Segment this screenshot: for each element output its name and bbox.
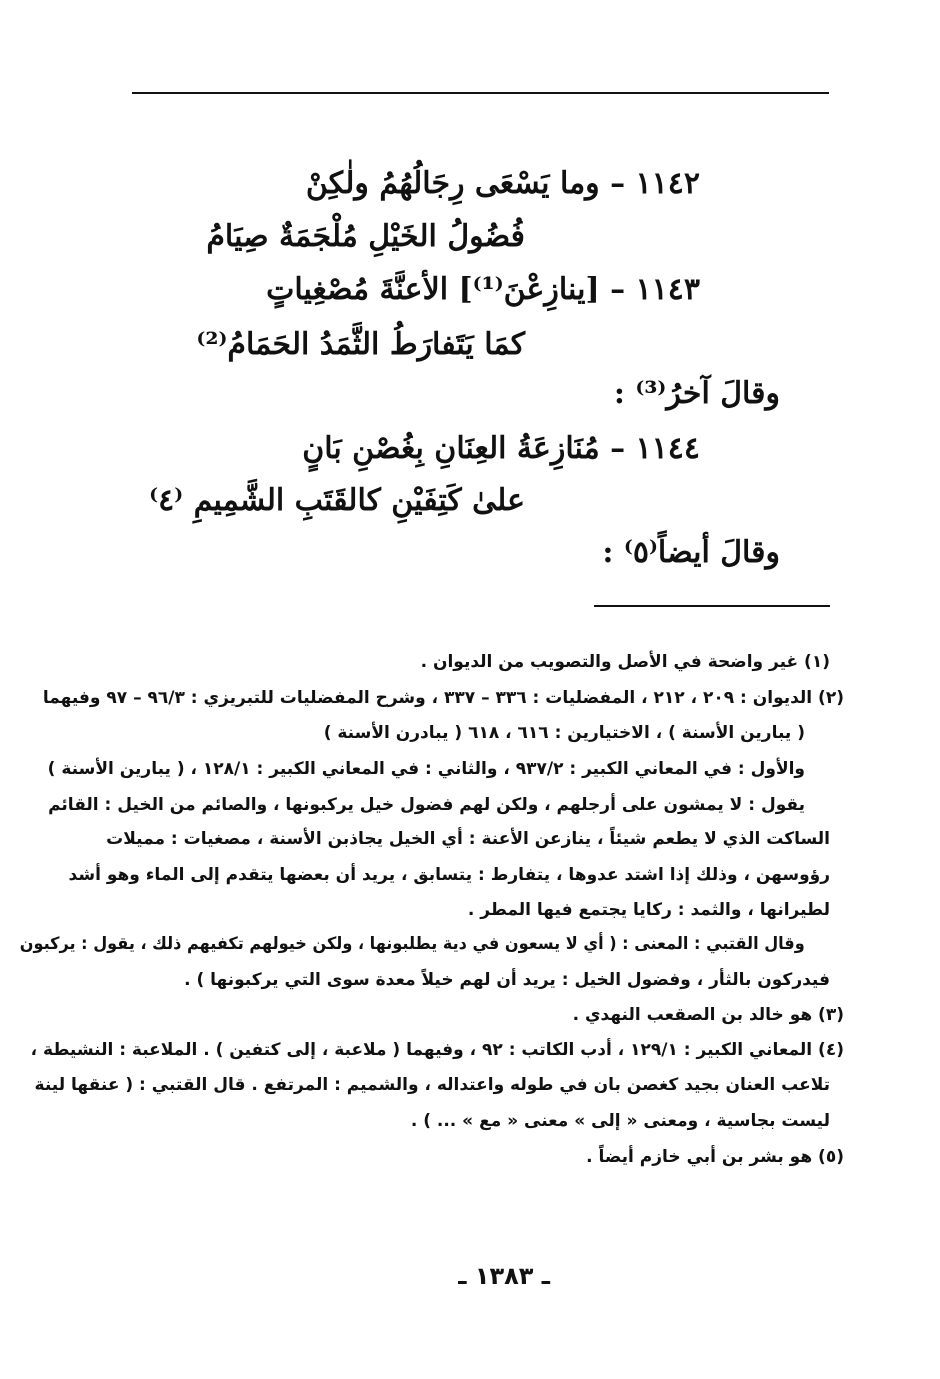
top-rule (132, 92, 829, 94)
verse-line-1: ١١٤٢ – وما يَسْعَى رِجَالُهُمُ ولٰكِنْ (305, 166, 700, 201)
footnote-2-cont-2: والأول : في المعاني الكبير : ٩٣٧/٢ ، والثاني : في المعاني الكبير : ١٢٨/١ ، ( يبارين الأسنة ) (47, 759, 805, 779)
verse-heading-also: وقالَ أيضاً⁽٥⁾ : (602, 535, 780, 570)
footnote-4-cont-2: ليست بجاسية ، ومعنى « إلى » معنى « مع » ... ) . (410, 1111, 830, 1131)
verse-line-6: علىٰ كَتِفَيْنِ كالقَتَبِ الشَّمِيمِ ⁽٤⁾ (149, 483, 525, 518)
verse-heading-another: وقالَ آخرُ⁽³⁾ : (613, 376, 780, 411)
footnote-2-cont-6: لطيرانها ، والثمد : ركايا يجتمع فيها المطر . (467, 900, 830, 920)
footnote-separator (594, 605, 830, 607)
footnote-1: (١) غير واضحة في الأصل والتصويب من الديوان . (420, 652, 830, 672)
verse-line-3: ١١٤٣ – [ينازِعْنَ⁽¹⁾] الأعنَّةَ مُصْغِياتٍ (266, 272, 700, 307)
footnote-5: (٥) هو بشر بن أبي خازم أيضاً . (586, 1147, 844, 1167)
footnote-2-cont-7: وقال القتبي : المعنى : ( أي لا يسعون في دية يطلبونها ، ولكن خيولهم تكفيهم ذلك ، يقول : يركبون (20, 934, 805, 954)
verse-line-4: كمَا يَتَفارَطُ الثَّمَدُ الحَمَامُ⁽²⁾ (196, 327, 525, 362)
page-number: ـ ١٣٨٣ ـ (458, 1262, 550, 1290)
footnote-2-cont-1: ( يبارين الأسنة ) ، الاختيارين : ٦١٦ ، ٦١٨ ( يبادرن الأسنة ) (323, 723, 805, 743)
footnote-2: (٢) الديوان : ٢٠٩ ، ٢١٢ ، المفضليات : ٣٣٦ – ٣٣٧ ، وشرح المفضليات للتبريزي : ٩٦/٣ – ٩٧ وفيهما (42, 688, 844, 708)
verse-line-2: فُضُولُ الخَيْلِ مُلْجَمَةٌ صِيَامُ (206, 219, 525, 254)
footnote-2-cont-5: رؤوسهن ، وذلك إذا اشتد عدوها ، يتفارط : يتسابق ، يريد أن بعضها يتقدم إلى الماء وهو أشد (68, 865, 830, 885)
footnote-4-cont-1: تلاعب العنان بجيد كغصن بان في طوله واعتداله ، والشميم : المرتفع . قال القتبي : ( عنقها لينة (34, 1075, 830, 1095)
footnote-2-cont-8: فيدركون بالثأر ، وفضول الخيل : يريد أن لهم خيلاً معدة سوى التي يركبونها ) . (184, 970, 830, 990)
footnote-4: (٤) المعاني الكبير : ١٢٩/١ ، أدب الكاتب : ٩٢ ، وفيهما ( ملاعبة ، إلى كتفين ) . الملاعبة : النشيطة ، (30, 1040, 844, 1060)
footnote-3: (٣) هو خالد بن الصقعب النهدي . (572, 1005, 844, 1025)
footnote-2-cont-4: الساكت الذي لا يطعم شيئاً ، ينازعن الأعنة : أي الخيل يجاذبن الأسنة ، مصغيات : مميلات (106, 829, 830, 849)
verse-line-5: ١١٤٤ – مُنَازِعَةُ العِنَانِ بِغُصْنِ بَانٍ (302, 431, 700, 466)
footnote-2-cont-3: يقول : لا يمشون على أرجلهم ، ولكن لهم فضول خيل يركبونها ، والصائم من الخيل : القائم (48, 795, 805, 815)
